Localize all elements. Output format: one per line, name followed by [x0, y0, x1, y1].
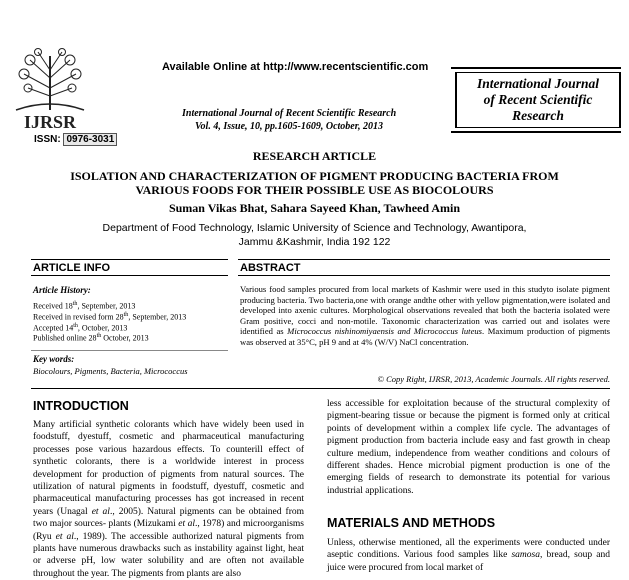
journal-box-line: International Journal [477, 76, 599, 91]
availability-line: Available Online at http://www.recentscientific.com [162, 61, 429, 73]
article-title-line: ISOLATION AND CHARACTERIZATION OF PIGMENT PRODUCING BACTERIA FROM [70, 169, 559, 183]
journal-box-line: of Recent Scientific [483, 92, 593, 107]
history-item: Received 18th, September, 2013 [33, 301, 136, 311]
journal-volume-line: Vol. 4, Issue, 10, pp.1605-1609, October, 2013 [195, 121, 384, 132]
divider [31, 350, 228, 351]
article-type: RESEARCH ARTICLE [252, 149, 377, 163]
authors: Suman Vikas Bhat, Sahara Sayeed Khan, Tawheed Amin [168, 201, 461, 215]
abstract-text: Various food samples procured from local markets of Kashmir were used in this studyto isolate pigment producing bacteria. Two bacteria,one with orange andthe other with yellow pigmentation,were isolated and developed into axenic cultures. Morphological observations revealed that both the bacteria isolated were Gram positive, cocci and non-motile. Taxonomic characterization was carried out and isolates were identified as Micrococcus nishinomiyaensis and Micrococcus luteus. Maximum production of pigments was observed at 35°C, pH 9 and at 4% (W/V) NaCl concentration. [240, 284, 611, 347]
journal-logo [10, 48, 90, 134]
divider [238, 259, 610, 260]
divider [31, 388, 610, 389]
journal-citation-line: International Journal of Recent Scientific Research [182, 108, 397, 119]
svg-text:IJRSR: IJRSR [23, 112, 77, 132]
issn-label: ISSN: [34, 134, 61, 145]
divider [31, 275, 228, 276]
divider [31, 259, 228, 260]
issn-number: 0976-3031 [63, 133, 117, 146]
article-info-heading: ARTICLE INFO [33, 262, 110, 274]
affiliation-line: Department of Food Technology, Islamic University of Science and Technology, Awantipora, [102, 222, 527, 234]
copyright-notice: © Copy Right, IJRSR, 2013, Academic Journals. All rights reserved. [377, 374, 610, 384]
history-item: Received in revised form 28th, September, 2013 [33, 312, 187, 322]
history-item: Published online 28th October, 2013 [33, 333, 149, 343]
introduction-text: Many artificial synthetic colorants which have widely been used in foodstuff, dyestuff, cosmetic and pharmaceutical manufacturing processes pose various hazardous effects. To counterill effect of synthetic colorants, there is a worldwide interest in process development for production of pigments from natural sources. The utilization of natural pigments in foodstuff, dyestuff, cosmetic and pharmaceutical manufacturing processes has got increased in recent years (Unagal et al., 2005). Natural pigments can be obtained from two major sources- plants (Mizukami et al., 1978) and microorganisms (Ryu et al., 1989). The accessible authorized natural pigments from plants have numerous drawbacks such as instability against light, heat or adverse pH, low water solubility and are often not available throughout the year. The pigments from plants are also [33, 420, 305, 579]
journal-name-box [455, 72, 621, 128]
materials-methods-heading: MATERIALS AND METHODS [327, 516, 496, 530]
affiliation-line: Jammu &Kashmir, India 192 122 [238, 236, 391, 248]
abstract-heading: ABSTRACT [240, 262, 301, 274]
article-title-line: VARIOUS FOODS FOR THEIR POSSIBLE USE AS BIOCOLOURS [135, 183, 494, 197]
introduction-heading: INTRODUCTION [33, 399, 129, 413]
history-item: Accepted 14th, October, 2013 [33, 323, 128, 333]
keywords: Biocolours, Pigments, Bacteria, Micrococcus [33, 366, 188, 376]
divider [238, 275, 610, 276]
materials-methods-text: Unless, otherwise mentioned, all the experiments were conducted under aseptic conditions. Various food samples like samosa, bread, soup and juice were procured from local market of [327, 538, 610, 573]
keywords-heading: Key words: [33, 354, 75, 364]
issn [34, 134, 117, 145]
introduction-continued-text: less accessible for exploitation because of the structural complexity of pigment-bearing tissue or because the pigment is formed only at critical points of development within a complex life cycle. The advantages of pigment production from bacteria include easy and fast growth in cheap culture medium, independence from weather conditions and colours of different shades. Hence microbial pigment production is one of the emerging fields of research to demonstrate its potential for various industrial applications. [327, 399, 610, 496]
article-history-heading: Article History: [33, 285, 91, 295]
journal-box-line: Research [512, 108, 564, 123]
